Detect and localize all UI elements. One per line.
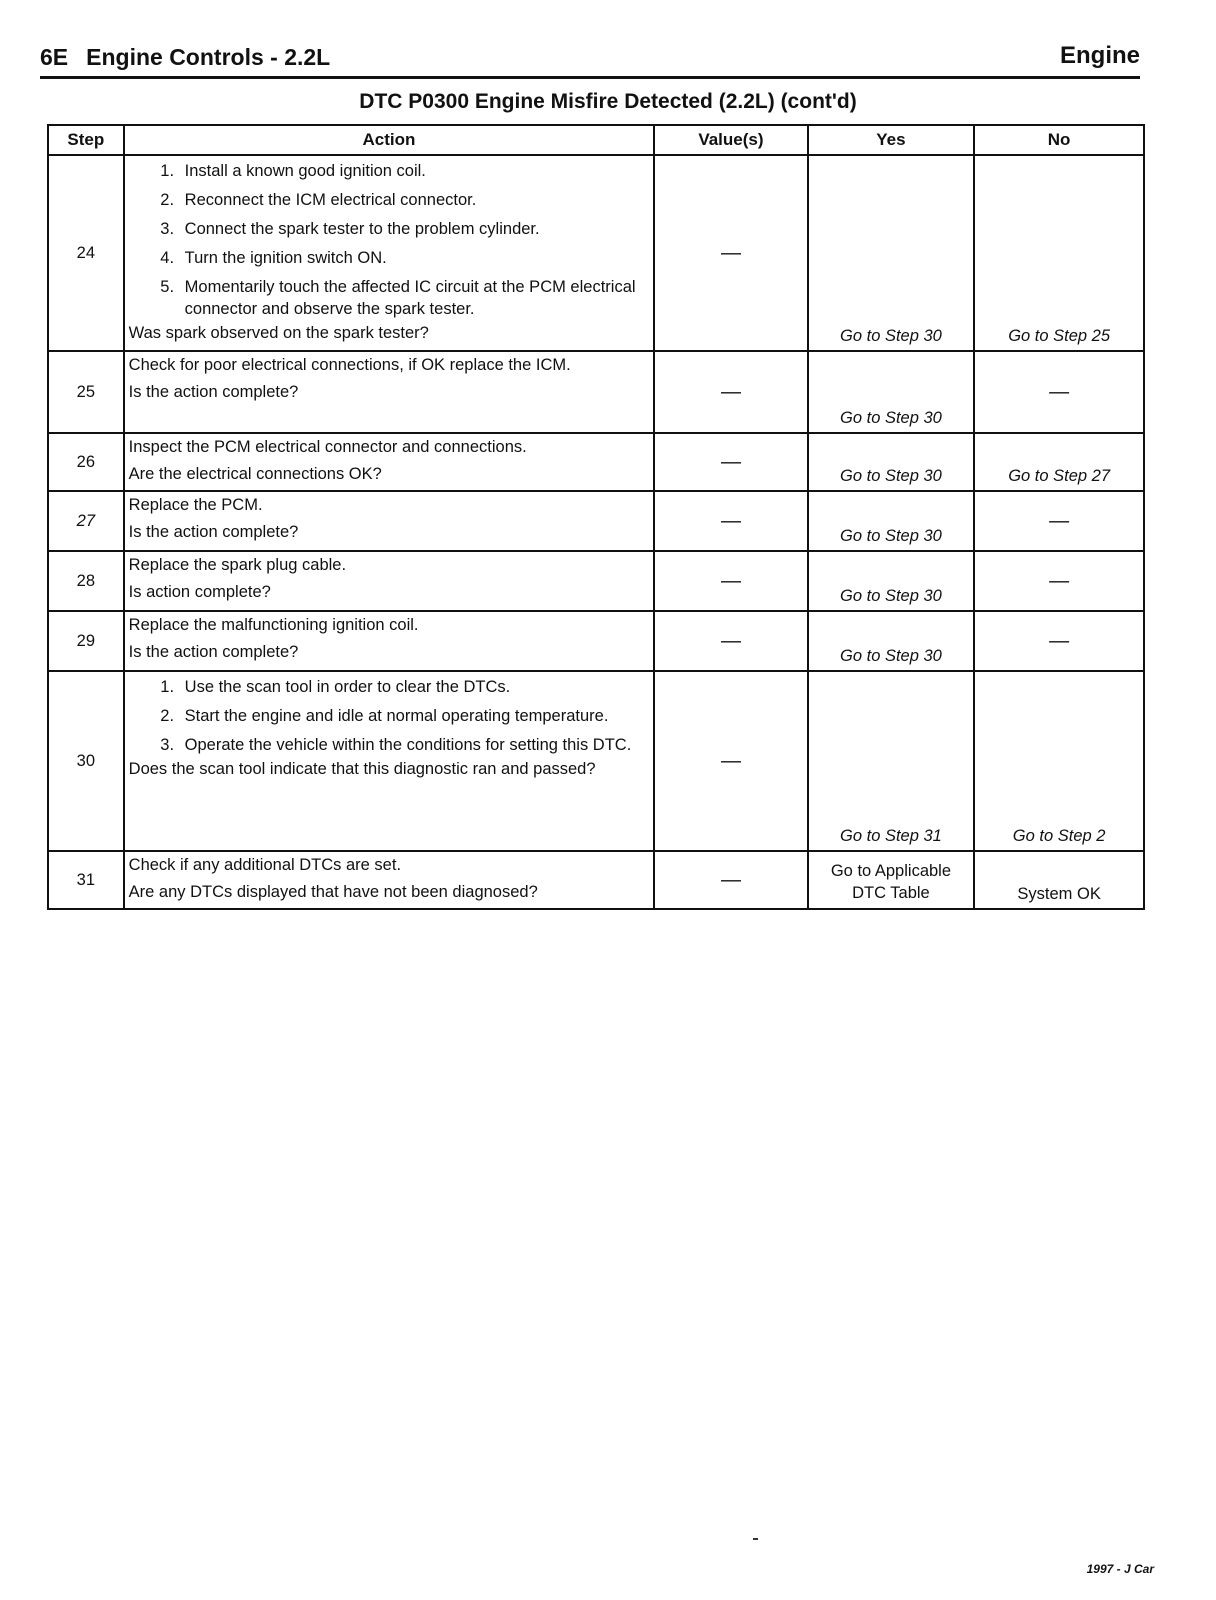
action-item: 2. Start the engine and idle at normal operating temperature. (179, 705, 650, 727)
action-item: 4. Turn the ignition switch ON. (179, 247, 650, 269)
action-text: Check for poor electrical connections, if OK replace the ICM. (128, 356, 571, 374)
action-item: 3. Operate the vehicle within the conditions for setting this DTC. (179, 734, 650, 756)
section-title: Engine Controls - 2.2L (86, 44, 331, 70)
action-cell (124, 851, 655, 909)
action-question: Are any DTCs displayed that have not been diagnosed? (128, 883, 538, 901)
action-question: Is the action complete? (128, 523, 299, 541)
section-code: 6E (40, 44, 69, 70)
no-cell: — (974, 351, 1144, 433)
table-title: DTC P0300 Engine Misfire Detected (2.2L) (cont'd) (359, 90, 857, 113)
page-header (40, 42, 1140, 79)
step-number: 29 (48, 611, 124, 671)
action-item: 5. Momentarily touch the affected IC circuit at the PCM electrical connector and observe the spark tester. (179, 276, 650, 320)
step-number: 24 (48, 155, 124, 351)
action-question: Does the scan tool indicate that this diagnostic ran and passed? (128, 760, 596, 778)
action-item: 1. Use the scan tool in order to clear the DTCs. (179, 676, 650, 698)
value-cell: — (654, 155, 807, 351)
column-header-values: Value(s) (654, 125, 807, 155)
no-cell: Go to Step 25 (974, 155, 1144, 351)
value-cell: — (654, 551, 807, 611)
column-header-no: No (974, 125, 1144, 155)
value-cell: — (654, 351, 807, 433)
value-cell: — (654, 491, 807, 551)
no-cell: — (974, 611, 1144, 671)
step-number: 31 (48, 851, 124, 909)
action-text: Replace the spark plug cable. (128, 556, 347, 574)
no-cell: System OK (974, 851, 1144, 909)
diagnostic-table (47, 124, 1145, 910)
yes-cell: Go to Step 30 (808, 611, 975, 671)
yes-cell: Go to Step 30 (808, 551, 975, 611)
step-number: 27 (48, 491, 124, 551)
value-cell: — (654, 433, 807, 491)
no-cell: Go to Step 27 (974, 433, 1144, 491)
table-row (48, 611, 1144, 671)
yes-cell: Go to Step 30 (808, 351, 975, 433)
yes-cell (808, 851, 975, 909)
step-number: 26 (48, 433, 124, 491)
column-header-action: Action (124, 125, 655, 155)
action-item: 1. Install a known good ignition coil. (179, 160, 650, 182)
action-list (129, 160, 650, 320)
yes-cell: Go to Step 31 (808, 671, 975, 851)
action-item: 2. Reconnect the ICM electrical connector. (179, 189, 650, 211)
value-cell: — (654, 851, 807, 909)
table-row (48, 551, 1144, 611)
column-header-step: Step (48, 125, 124, 155)
column-header-yes: Yes (808, 125, 975, 155)
section-heading (40, 44, 330, 71)
step-number: 30 (48, 671, 124, 851)
yes-text: Go to Applicable DTC Table (830, 862, 952, 902)
action-text: Check if any additional DTCs are set. (128, 856, 402, 874)
table-row (48, 155, 1144, 351)
page-footer: 1997 - J Car (1086, 1562, 1154, 1576)
action-text: Replace the PCM. (128, 496, 263, 514)
table-row (48, 671, 1144, 851)
action-cell (124, 611, 655, 671)
yes-cell: Go to Step 30 (808, 491, 975, 551)
action-list (129, 676, 650, 756)
action-question: Was spark observed on the spark tester? (128, 324, 429, 342)
action-question: Is the action complete? (128, 643, 299, 661)
table-row (48, 851, 1144, 909)
step-number: 28 (48, 551, 124, 611)
action-cell (124, 671, 655, 851)
action-cell (124, 155, 655, 351)
table-row (48, 433, 1144, 491)
yes-cell: Go to Step 30 (808, 155, 975, 351)
chapter-label: Engine (1059, 42, 1140, 69)
action-text: Replace the malfunctioning ignition coil. (128, 616, 419, 634)
table-row (48, 351, 1144, 433)
action-text: Inspect the PCM electrical connector and connections. (128, 438, 527, 456)
no-cell: — (974, 491, 1144, 551)
action-cell (124, 491, 655, 551)
yes-cell: Go to Step 30 (808, 433, 975, 491)
action-question: Is the action complete? (128, 383, 299, 401)
table-header-row (48, 125, 1144, 155)
action-question: Are the electrical connections OK? (128, 465, 382, 483)
action-item: 3. Connect the spark tester to the problem cylinder. (179, 218, 650, 240)
no-cell: Go to Step 2 (974, 671, 1144, 851)
value-cell: — (654, 671, 807, 851)
action-question: Is action complete? (128, 583, 271, 601)
value-cell: — (654, 611, 807, 671)
table-row (48, 491, 1144, 551)
action-cell (124, 351, 655, 433)
no-cell: — (974, 551, 1144, 611)
scan-mark (753, 1538, 758, 1540)
action-cell (124, 433, 655, 491)
step-number: 25 (48, 351, 124, 433)
action-cell (124, 551, 655, 611)
